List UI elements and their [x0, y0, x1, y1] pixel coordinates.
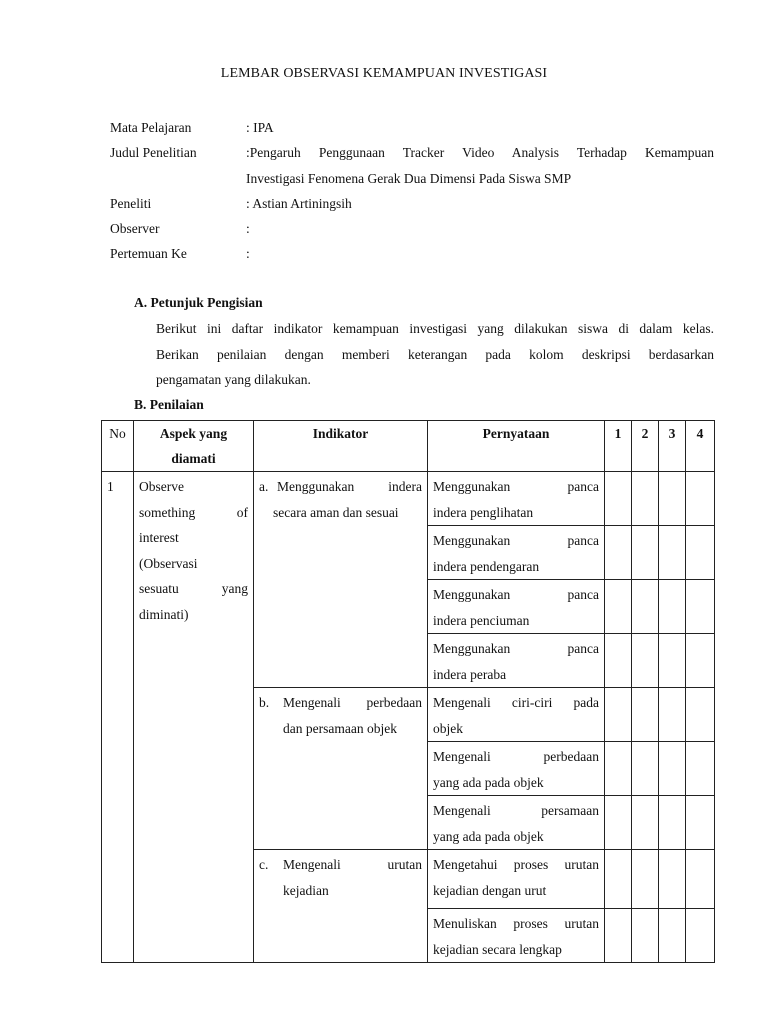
score-cell-7-3[interactable] [659, 796, 686, 850]
penilaian-table [101, 420, 715, 963]
value-judul-line1: :Pengaruh Penggunaan Tracker Video Analysis Terhadap Kemampuan [246, 145, 714, 160]
score-cell-6-4[interactable] [686, 742, 715, 796]
section-a-line2: Berikan penilaian dengan memberi keterangan pada kolom deskripsi berdasarkan [156, 346, 714, 362]
header-score-4: 4 [686, 421, 715, 472]
cell-indikator-b: b. Mengenali perbedaan dan persamaan objek [254, 688, 428, 850]
section-b-heading: B. Penilaian [134, 397, 204, 412]
score-cell-1-2[interactable] [632, 472, 659, 526]
score-cell-7-2[interactable] [632, 796, 659, 850]
score-cell-4-1[interactable] [605, 634, 632, 688]
score-cell-2-2[interactable] [632, 526, 659, 580]
score-cell-1-3[interactable] [659, 472, 686, 526]
header-aspek: Aspek yang diamati [134, 421, 254, 472]
cell-pernyataan-9: Menuliskan proses urutan kejadian secara lengkap [428, 909, 605, 963]
cell-pernyataan-8: Mengetahui proses urutan kejadian dengan urut [428, 850, 605, 909]
score-cell-5-3[interactable] [659, 688, 686, 742]
header-score-1: 1 [605, 421, 632, 472]
value-judul-line2: Investigasi Fenomena Gerak Dua Dimensi Pada Siswa SMP [246, 171, 572, 186]
score-cell-1-4[interactable] [686, 472, 715, 526]
table-row [102, 472, 715, 526]
score-cell-6-2[interactable] [632, 742, 659, 796]
score-cell-2-1[interactable] [605, 526, 632, 580]
score-cell-9-1[interactable] [605, 909, 632, 963]
score-cell-2-4[interactable] [686, 526, 715, 580]
score-cell-9-2[interactable] [632, 909, 659, 963]
cell-indikator-c: c. Mengenali urutan kejadian [254, 850, 428, 963]
score-cell-3-3[interactable] [659, 580, 686, 634]
score-cell-5-1[interactable] [605, 688, 632, 742]
score-cell-6-1[interactable] [605, 742, 632, 796]
cell-aspek: Observe something of interest (Observasi sesuatu yang diminati) [134, 472, 254, 963]
label-peneliti: Peneliti [110, 196, 152, 211]
section-a-line1: Berikut ini daftar indikator kemampuan investigasi yang dilakukan siswa di dalam kelas. [156, 321, 714, 336]
cell-pernyataan-4: Menggunakan panca indera peraba [428, 634, 605, 688]
cell-pernyataan-5: Mengenali ciri-ciri pada objek [428, 688, 605, 742]
cell-indikator-a: a. Menggunakan indera secara aman dan sesuai [254, 472, 428, 688]
value-mata-pelajaran: : IPA [246, 120, 274, 135]
score-cell-9-4[interactable] [686, 909, 715, 963]
score-cell-6-3[interactable] [659, 742, 686, 796]
header-score-2: 2 [632, 421, 659, 472]
score-cell-1-1[interactable] [605, 472, 632, 526]
table-header-row [102, 421, 715, 472]
score-cell-7-4[interactable] [686, 796, 715, 850]
score-cell-7-1[interactable] [605, 796, 632, 850]
label-pertemuan: Pertemuan Ke [110, 246, 187, 261]
score-cell-4-2[interactable] [632, 634, 659, 688]
header-score-3: 3 [659, 421, 686, 472]
document-title: LEMBAR OBSERVASI KEMAMPUAN INVESTIGASI [220, 66, 548, 81]
cell-no: 1 [102, 472, 134, 963]
section-a-paragraph [156, 316, 714, 393]
value-pertemuan: : [246, 246, 250, 261]
score-cell-4-4[interactable] [686, 634, 715, 688]
section-a-line3: pengamatan yang dilakukan. [156, 372, 311, 387]
header-no: No [102, 421, 134, 472]
score-cell-5-2[interactable] [632, 688, 659, 742]
section-a-heading: A. Petunjuk Pengisian [134, 295, 263, 310]
cell-pernyataan-2: Menggunakan panca indera pendengaran [428, 526, 605, 580]
score-cell-9-3[interactable] [659, 909, 686, 963]
score-cell-3-1[interactable] [605, 580, 632, 634]
score-cell-2-3[interactable] [659, 526, 686, 580]
score-cell-8-3[interactable] [659, 850, 686, 909]
label-judul-penelitian: Judul Penelitian [110, 145, 197, 160]
score-cell-8-2[interactable] [632, 850, 659, 909]
cell-pernyataan-6: Mengenali perbedaan yang ada pada objek [428, 742, 605, 796]
cell-pernyataan-3: Menggunakan panca indera penciuman [428, 580, 605, 634]
score-cell-3-4[interactable] [686, 580, 715, 634]
score-cell-5-4[interactable] [686, 688, 715, 742]
score-cell-4-3[interactable] [659, 634, 686, 688]
cell-pernyataan-7: Mengenali persamaan yang ada pada objek [428, 796, 605, 850]
score-cell-3-2[interactable] [632, 580, 659, 634]
label-observer: Observer [110, 221, 160, 236]
value-observer: : [246, 221, 250, 236]
value-peneliti: : Astian Artiningsih [246, 196, 352, 211]
cell-pernyataan-1: Menggunakan panca indera penglihatan [428, 472, 605, 526]
score-cell-8-1[interactable] [605, 850, 632, 909]
header-pernyataan: Pernyataan [428, 421, 605, 472]
header-indikator: Indikator [254, 421, 428, 472]
score-cell-8-4[interactable] [686, 850, 715, 909]
label-mata-pelajaran: Mata Pelajaran [110, 120, 192, 135]
